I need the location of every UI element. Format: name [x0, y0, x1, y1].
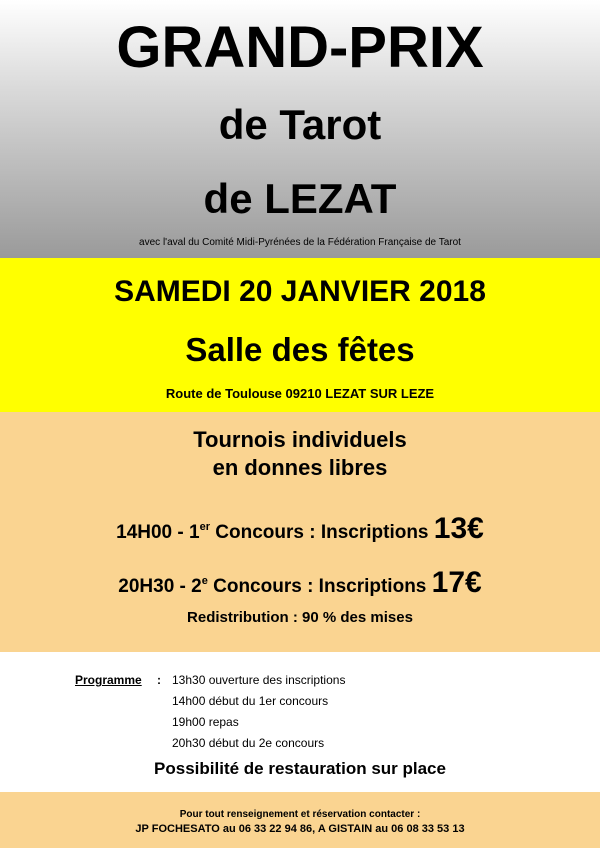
- contest-1-time: 14H00 - 1: [116, 522, 200, 543]
- title-de-tarot: de Tarot: [218, 101, 382, 148]
- tournament-line1: Tournois individuels: [193, 427, 407, 452]
- programme-item: 20h30 début du 2e concours: [172, 736, 325, 750]
- contact-phones: JP FOCHESATO au 06 33 22 94 86, A GISTAIN au 06 08 33 53 13: [135, 823, 465, 835]
- contact-intro: Pour tout renseignement et réservation contacter :: [179, 809, 421, 820]
- contest-2-ordinal: e: [201, 575, 208, 587]
- event-info-band: [0, 258, 600, 412]
- contest-1-ordinal: er: [199, 521, 210, 533]
- title-grand-prix: GRAND-PRIX: [116, 15, 484, 80]
- programme-item: 14h00 début du 1er concours: [172, 694, 329, 708]
- programme-label: Programme: [75, 673, 142, 687]
- title-de-lezat: de LEZAT: [203, 175, 397, 222]
- programme-item: 13h30 ouverture des inscriptions: [172, 673, 346, 687]
- header-banner: [0, 0, 600, 258]
- restauration-note: Possibilité de restauration sur place: [154, 759, 446, 778]
- programme-band: [0, 652, 600, 792]
- redistribution: Redistribution : 90 % des mises: [187, 609, 413, 626]
- contact-footer: [0, 792, 600, 848]
- tournament-line2: en donnes libres: [212, 455, 388, 480]
- contest-2-label: Concours : Inscriptions: [207, 576, 432, 597]
- tournament-band: [0, 412, 600, 652]
- contest-1-price: 13€: [433, 512, 484, 545]
- programme-item: 19h00 repas: [172, 715, 239, 729]
- event-venue: Salle des fêtes: [185, 331, 415, 368]
- event-address: Route de Toulouse 09210 LEZAT SUR LEZE: [165, 386, 435, 401]
- contest-2-time: 20H30 - 2: [118, 576, 202, 597]
- contest-2: [0, 564, 600, 604]
- tournament-heading: [0, 426, 600, 482]
- event-date: SAMEDI 20 JANVIER 2018: [114, 275, 486, 308]
- federation-endorsement: avec l'aval du Comité Midi-Pyrénées de la Fédération Française de Tarot: [139, 237, 461, 248]
- contest-2-price: 17€: [431, 566, 482, 599]
- contest-1-label: Concours : Inscriptions: [209, 522, 434, 543]
- programme-colon: :: [157, 673, 161, 687]
- contest-1: [0, 510, 600, 550]
